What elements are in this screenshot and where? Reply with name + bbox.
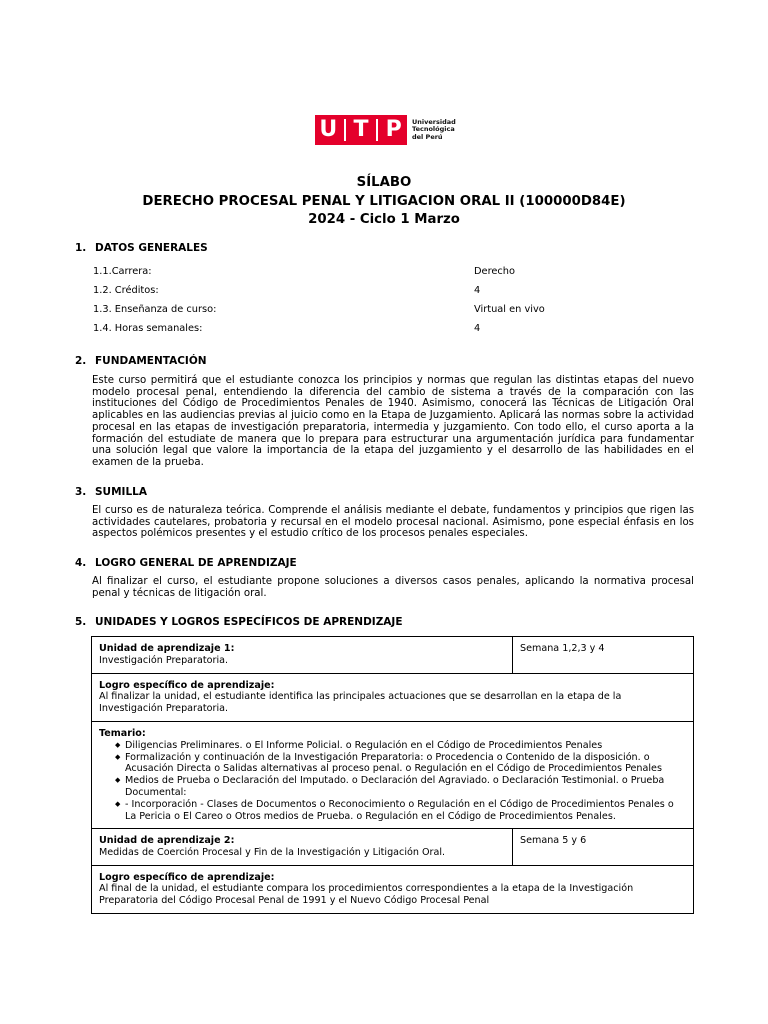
section-heading-datos-generales: [75, 242, 208, 254]
section-heading-sumilla: [75, 486, 147, 498]
fundamentacion-text: Este curso permitirá que el estudiante conozca los principios y normas que regulan las distintas etapas del nuevo modelo procesal penal, entendiendo la diferencia del cambio de sistema a través de la comparación con las instituciones del Código de Procedimientos Penales de 1940. Asimismo, conocerá las Técnicas de Litigación Oral aplicables en las audiencias previas al juicio como en la Etapa de Juzgamiento. Aplicará las normas sobre la actividad procesal en las etapas de investigación preparatoria, intermedia y juzgamiento. Con todo ello, el curso aporta a la formación del estudiate de manera que lo prepara para estructurar una argumentación jurídica para fundamentar una solución legal que valore la importancia de la etapa del juzgamiento y el desarrollo de las habilidades en el examen de la prueba.: [92, 375, 694, 468]
section-heading-logro-general: [75, 557, 297, 569]
section-number: 5.: [75, 616, 87, 628]
section-heading-fundamentacion: [75, 355, 207, 367]
section-title: SUMILLA: [95, 486, 147, 498]
datos-row-ensenanza: [93, 304, 593, 318]
section-title: LOGRO GENERAL DE APRENDIZAJE: [95, 557, 297, 569]
unit-logro-block: [92, 866, 693, 913]
datos-value: Virtual en vivo: [474, 304, 545, 315]
unit-label: Unidad de aprendizaje 1:: [99, 643, 235, 654]
section-title: UNIDADES Y LOGROS ESPECÍFICOS DE APRENDIZAJE: [95, 616, 403, 628]
sumilla-text: El curso es de naturaleza teórica. Comprende el análisis mediante el debate, fundamentos y principios que rigen las actividades cautelares, probatoria y recursal en el modelo procesal nacional. Asimismo, pone especial énfasis en los aspectos polémicos presentes y el estudio crítico de los procesos penales especiales.: [92, 505, 694, 540]
datos-label: 1.3. Enseñanza de curso:: [93, 304, 217, 315]
unit-header-row: [92, 829, 693, 866]
section-number: 3.: [75, 486, 87, 498]
document-title: [0, 174, 768, 230]
utp-logo: [315, 115, 456, 145]
title-cycle: 2024 - Ciclo 1 Marzo: [308, 212, 460, 227]
logro-general-text: Al finalizar el curso, el estudiante propone soluciones a diversos casos penales, aplicando la normativa procesal penal y técnicas de litigación oral.: [92, 576, 694, 599]
unit-logro-block: [92, 674, 693, 722]
temario-list: [99, 740, 686, 823]
unit-label: Unidad de aprendizaje 2:: [99, 835, 235, 846]
datos-label: 1.1.Carrera:: [93, 266, 152, 277]
section-title: DATOS GENERALES: [95, 242, 208, 254]
datos-value: Derecho: [474, 266, 516, 277]
logo-line: del Perú: [412, 132, 443, 141]
logro-label: Logro específico de aprendizaje:: [99, 871, 275, 883]
datos-value: 4: [474, 285, 481, 296]
unit-weeks-cell: Semana 5 y 6: [520, 835, 587, 846]
logo-line: Universidad: [412, 117, 456, 126]
logo-letter-t: T: [353, 117, 369, 142]
list-item: ◆ - Incorporación - Clases de Documentos o Reconocimiento o Regulación en el Código de Procedimientos Penales o La Pericia o El Careo o Otros medios de Prueba. o Regulación en el Código de Procedimientos Penales.: [115, 799, 686, 823]
unit-weeks-cell: Semana 1,2,3 y 4: [520, 643, 605, 654]
logro-label: Logro específico de aprendizaje:: [99, 679, 275, 691]
datos-row-carrera: [93, 266, 593, 280]
section-number: 2.: [75, 355, 87, 367]
unit-table-1: [91, 636, 694, 829]
unit-table-2: [91, 828, 694, 914]
unit-title-cell: [92, 829, 513, 865]
logo-letter-p: P: [385, 117, 402, 142]
temario-label: Temario:: [99, 727, 146, 739]
list-item: ◆ Formalización y continuación de la Investigación Preparatoria: o Procedencia o Contenido de la disposición. o Acusación Directa o Salidas alternativas al proceso penal. o Regulación en el Código de Procedimientos Penales: [115, 752, 686, 776]
title-silabo: SÍLABO: [356, 175, 412, 190]
list-item: ◆ Medios de Prueba o Declaración del Imputado. o Declaración del Agraviado. o Declaración Testimonial. o Prueba Documental:: [115, 775, 686, 799]
logo-separator: [376, 119, 378, 141]
list-item: ◆ Diligencias Preliminares. o El Informe Policial. o Regulación en el Código de Procedimientos Penales: [115, 740, 686, 752]
datos-value: 4: [474, 323, 481, 334]
unit-name: Medidas de Coerción Procesal y Fin de la Investigación y Litigación Oral.: [99, 846, 446, 858]
logo-separator: [344, 119, 346, 141]
section-heading-unidades: [75, 616, 403, 628]
logo-line: Tecnológica: [412, 125, 455, 134]
logo-wordmark: [412, 119, 456, 142]
logro-text: Al finalizar la unidad, el estudiante identifica las principales actuaciones que se desarrollan en la etapa de la Investigación Preparatoria.: [99, 691, 622, 715]
logo-mark: [315, 115, 407, 145]
unit-header-row: [92, 637, 693, 674]
datos-label: 1.4. Horas semanales:: [93, 323, 203, 334]
datos-label: 1.2. Créditos:: [93, 285, 159, 296]
datos-row-creditos: [93, 285, 593, 299]
logro-text: Al final de la unidad, el estudiante compara los procedimientos correspondientes a la etapa de la Investigación Preparatoria del Código Procesal Penal de 1991 y el Nuevo Código Procesal Penal: [99, 883, 634, 907]
section-number: 4.: [75, 557, 87, 569]
unit-title-cell: [92, 637, 513, 673]
section-title: FUNDAMENTACIÓN: [95, 355, 207, 367]
unit-name: Investigación Preparatoria.: [99, 654, 229, 666]
unit-temario-block: [92, 722, 693, 828]
section-number: 1.: [75, 242, 87, 254]
datos-row-horas: [93, 323, 593, 337]
title-course: DERECHO PROCESAL PENAL Y LITIGACION ORAL II (100000D84E): [142, 193, 626, 209]
logo-letter-u: U: [319, 117, 338, 142]
